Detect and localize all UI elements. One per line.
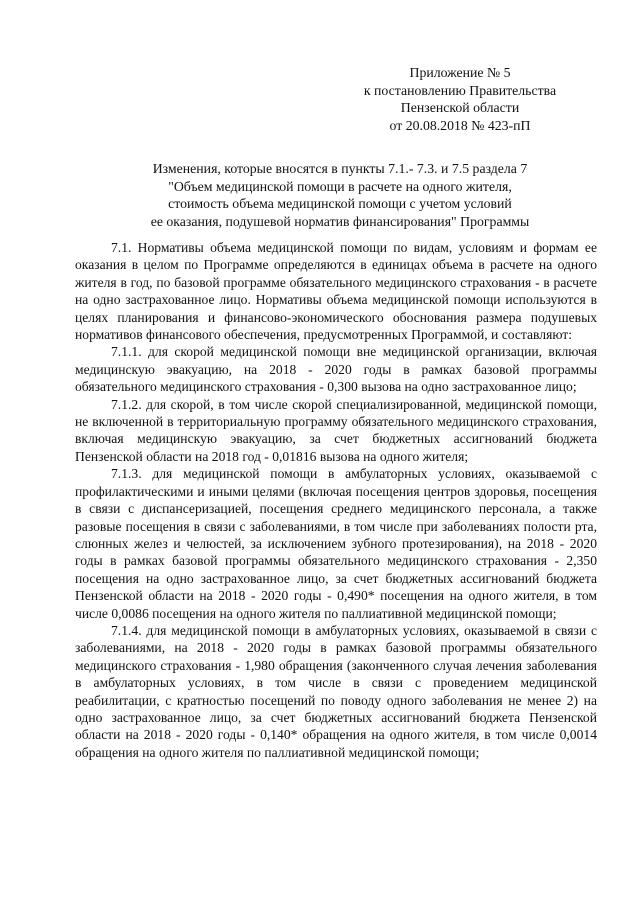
heading-line-4: ее оказания, подушевой норматив финансирования" Программы: [150, 213, 530, 229]
heading-line-2: "Объем медицинской помощи в расчете на одного жителя,: [168, 178, 512, 194]
paragraph-7-1-3: 7.1.3. для медицинской помощи в амбулаторных условиях, оказываемой с профилактическими и иными целями (включая посещения центров здоровья, посещения в связи с диспансеризацией, посещения среднего медицинского персонала, а также разовые посещения в связи с заболеваниями, в том числе при заболеваниях полости рта, слюнных желез и челюстей, за исключением зубного протезирования), на 2018 - 2020 годы в рамках базовой программы обязательного медицинского страхования - 2,350 посещения на одно застрахованное лицо, за счет бюджетных ассигнований бюджета Пензенской области на 2018 - 2020 годы - 0,490* посещения на одного жителя, в том числе 0,0086 посещения на одного жителя по паллиативной медицинской помощи;: [75, 466, 597, 621]
paragraph-7-1-4: 7.1.4. для медицинской помощи в амбулаторных условиях, оказываемой в связи с заболеваниями, на 2018 - 2020 годы в рамках базовой программы обязательного медицинского страхования - 1,980 обращения (законченного случая лечения заболевания в амбулаторных условиях, в том числе в связи с проведением медицинской реабилитации, с кратностью посещений по поводу одного заболевания не менее 2) на одно застрахованное лицо, за счет бюджетных ассигнований бюджета Пензенской области на 2018 - 2020 годы - 0,140* обращения на одного жителя, в том числе 0,0014 обращения на одного жителя по паллиативной медицинской помощи;: [75, 622, 597, 760]
paragraph-7-1-1: 7.1.1. для скорой медицинской помощи вне медицинской организации, включая медицинскую эвакуацию, на 2018 - 2020 годы в рамках базовой программы обязательного медицинского страхования - 0,300 вызова на одно застрахованное лицо;: [75, 344, 597, 395]
heading-line-1: Изменения, которые вносятся в пункты 7.1.- 7.3. и 7.5 раздела 7: [152, 161, 528, 176]
heading-line-3: стоимость объема медицинской помощи с учетом условий: [168, 196, 512, 211]
paragraph-7-1-2: 7.1.2. для скорой, в том числе скорой специализированной, медицинской помощи, не включенной в территориальную программу обязательного медицинского страхования, включая медицинскую эвакуацию, за счет бюджетных ассигнований бюджета Пензенской области на 2018 год - 0,01816 вызова на одного жителя;: [75, 396, 597, 464]
paragraph-7-1: 7.1. Нормативы объема медицинской помощи по видам, условиям и формам ее оказания в целом по Программе определяются в единицах объема в расчете на одного жителя в год, по базовой программе обязательного медицинского страхования - в расчете на одно застрахованное лицо. Нормативы объема медицинской помощи используются в целях планирования и финансово-экономического обоснования размера подушевых нормативов финансового обеспечения, предусмотренных Программой, и составляют:: [75, 240, 597, 343]
appendix-reference: к постановлению Правительства: [363, 82, 557, 98]
appendix-title: Приложение № 5: [409, 65, 511, 80]
document-body: [75, 239, 597, 761]
appendix-date-number: от 20.08.2018 № 423-пП: [389, 117, 531, 133]
document-heading: [80, 160, 600, 230]
appendix-region: Пензенской области: [400, 100, 520, 115]
appendix-header: [350, 64, 570, 134]
